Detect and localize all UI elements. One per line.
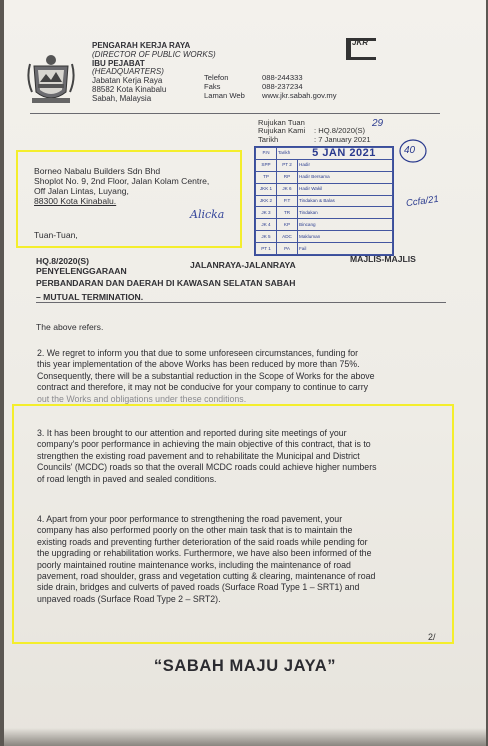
stamp-code: TP xyxy=(256,171,277,183)
paragraph-line: poorly maintained routine maintenance works, including the maintenance of road xyxy=(37,559,351,570)
paragraph-line: 4. Apart from your poor performance to strengthening the road pavement, your xyxy=(37,514,343,524)
paragraph-line: Consequently, there will be a substantial reduction in the Scope of Works for the above xyxy=(37,370,375,381)
letterhead-org xyxy=(92,42,216,104)
side-handwritten-note: Ccfa/21 xyxy=(405,193,440,210)
subject-line-1a: PENYELENGGARAAN xyxy=(36,266,127,276)
contact-label-web: Laman Web xyxy=(204,90,245,100)
paragraph-line: strengthen the existing road pavement and to rehabilitate the Municipal and District xyxy=(37,450,360,461)
stamp-code: SPP xyxy=(256,159,277,171)
paragraph-line: out the Works and obligations under these conditions. xyxy=(37,393,247,404)
stamp-code: RP xyxy=(277,171,298,183)
stamp-code: P.T xyxy=(277,195,298,207)
subject-underline xyxy=(36,302,446,303)
contact-fax: 088-237234 xyxy=(262,81,303,91)
rujukan-kami-label: Rujukan Kami xyxy=(258,126,306,135)
stamp-date: 5 JAN 2021 xyxy=(312,147,376,159)
letter-page xyxy=(4,0,486,746)
contact-values xyxy=(262,74,337,100)
paragraph-4 xyxy=(37,514,449,605)
stamp-action: Hadir Wakil xyxy=(298,183,393,195)
stamp-action: Tindakan & Balas xyxy=(298,195,393,207)
paragraph-line: pavement, road shoulder, grass and vegetation cutting & clearing, maintenance of road xyxy=(37,571,376,582)
address-line-3: Sabah, Malaysia xyxy=(92,93,152,103)
paragraph-line: this year implementation of the above Works has been reduced by more than 75%. xyxy=(37,359,360,370)
stamp-code: PT 1 xyxy=(256,243,277,255)
salutation: Tuan-Tuan, xyxy=(34,230,78,240)
rujukan-handwritten-number: 29 xyxy=(372,118,384,129)
stamp-code: JK 6 xyxy=(277,183,298,195)
paragraph-line: existing roads and preventing further deterioration of the said roads while pending for xyxy=(37,536,368,547)
jkr-logo-text: JKR xyxy=(352,38,369,47)
stamp-code: PA xyxy=(277,243,298,255)
stamp-header-left: P.N xyxy=(256,148,277,160)
paragraph-line: company has also performed poorly on the other main task that is to maintain the xyxy=(37,525,353,536)
address-line-1: Jabatan Kerja Raya xyxy=(92,76,163,86)
header-rule xyxy=(30,113,440,114)
stamp-header-mid: Tarikh xyxy=(277,148,393,160)
tarikh-label: Tarikh xyxy=(258,135,279,144)
paragraph-line: of road length in paved and sealed conditions. xyxy=(37,473,217,484)
contact-phone: 088-244333 xyxy=(262,73,303,82)
paragraph-line: company's poor performance in achieving the main objective of this contract, that is to xyxy=(37,439,371,450)
addressee-line-4: 88300 Kota Kinabalu. xyxy=(34,196,117,206)
contact-web: www.jkr.sabah.gov.my xyxy=(262,90,337,100)
addressee-line-3: Off Jalan Lintas, Luyang, xyxy=(34,186,129,196)
contact-label-fax: Faks xyxy=(204,81,221,91)
stamp-action: Hadir Bersama xyxy=(298,171,393,183)
paragraph-3 xyxy=(37,428,449,485)
paragraph-line: contract and therefore, it may not be conducive for your company to continue to carry xyxy=(37,382,369,393)
paragraph-line: side drain, bridges and culverts of paved roads (Surface Road Type 1 – SRT1) and xyxy=(37,582,360,593)
stamp-code: JKK 1 xyxy=(256,183,277,195)
stamp-action: Hadir xyxy=(298,159,393,171)
stamp-action: Tindakan xyxy=(298,207,393,219)
rujukan-tuan-label: Rujukan Tuan xyxy=(258,118,305,127)
stamp-code: PT 2 xyxy=(277,159,298,171)
paragraph-line: Councils' (MCDC) roads so that the overall MCDC roads could achieve higher numbers xyxy=(37,462,377,473)
org-line-1: PENGARAH KERJA RAYA xyxy=(92,41,191,50)
sabah-crest-icon xyxy=(26,48,76,108)
stamp-code: ADC xyxy=(277,231,298,243)
paragraph-line: 3. It has been brought to our attention and reported during site meetings of your xyxy=(37,428,347,438)
paper-shadow xyxy=(4,728,486,746)
stamp-action: Bincang xyxy=(298,219,393,231)
handwritten-note: Alicka xyxy=(190,208,225,221)
paragraph-line: 2. We regret to inform you that due to some unforeseen circumstances, funding for xyxy=(37,348,359,358)
stamp-code: TR xyxy=(277,207,298,219)
stamp-code: JKK 2 xyxy=(256,195,277,207)
motto: “SABAH MAJU JAYA” xyxy=(153,657,337,675)
refers-line: The above refers. xyxy=(36,322,104,332)
paragraph-line: unpaved roads (Surface Road Type 2 – SRT2). xyxy=(37,593,221,604)
rujukan-kami-value: : HQ.8/2020(S) xyxy=(314,126,366,135)
org-line-3: IBU PEJABAT xyxy=(92,58,145,68)
contact-label-phone: Telefon xyxy=(204,73,229,82)
stamp-code: KP xyxy=(277,219,298,231)
page-marker: 2/ xyxy=(428,632,436,642)
stamp-action: Makluman xyxy=(298,231,393,243)
stamp-code: JK 3 xyxy=(256,207,277,219)
stamp-code: JK 5 xyxy=(256,231,277,243)
org-line-2: (DIRECTOR OF PUBLIC WORKS) xyxy=(92,49,216,59)
org-line-4: (HEADQUARTERS) xyxy=(92,67,164,77)
tarikh-value: : 7 January 2021 xyxy=(314,135,371,144)
paragraph-2 xyxy=(37,348,449,405)
stamp-action: Fail xyxy=(298,243,393,255)
subject-line-1b: JALANRAYA-JALANRAYA xyxy=(190,260,296,270)
addressee-line-1: Borneo Nabalu Builders Sdn Bhd xyxy=(34,166,161,176)
subject-ref: HQ.8/2020(S) xyxy=(36,256,90,266)
circled-number: 40 xyxy=(404,145,416,156)
subject-line-3: – MUTUAL TERMINATION. xyxy=(36,292,144,302)
address-line-2: 88582 Kota Kinabalu xyxy=(92,84,167,94)
subject-line-1c: MAJLIS-MAJLIS xyxy=(350,254,416,264)
received-stamp xyxy=(254,146,394,256)
paragraph-line: the upgrading or rehabilitation works. Furthermore, we have also been informed of the xyxy=(37,548,372,559)
stamp-code: JK 4 xyxy=(256,219,277,231)
subject-line-2: PERBANDARAN DAN DAERAH DI KAWASAN SELATAN SABAH xyxy=(36,278,296,288)
addressee-line-2: Shoplot No. 9, 2nd Floor, Jalan Kolam Centre, xyxy=(34,176,210,186)
contact-labels xyxy=(204,74,245,100)
